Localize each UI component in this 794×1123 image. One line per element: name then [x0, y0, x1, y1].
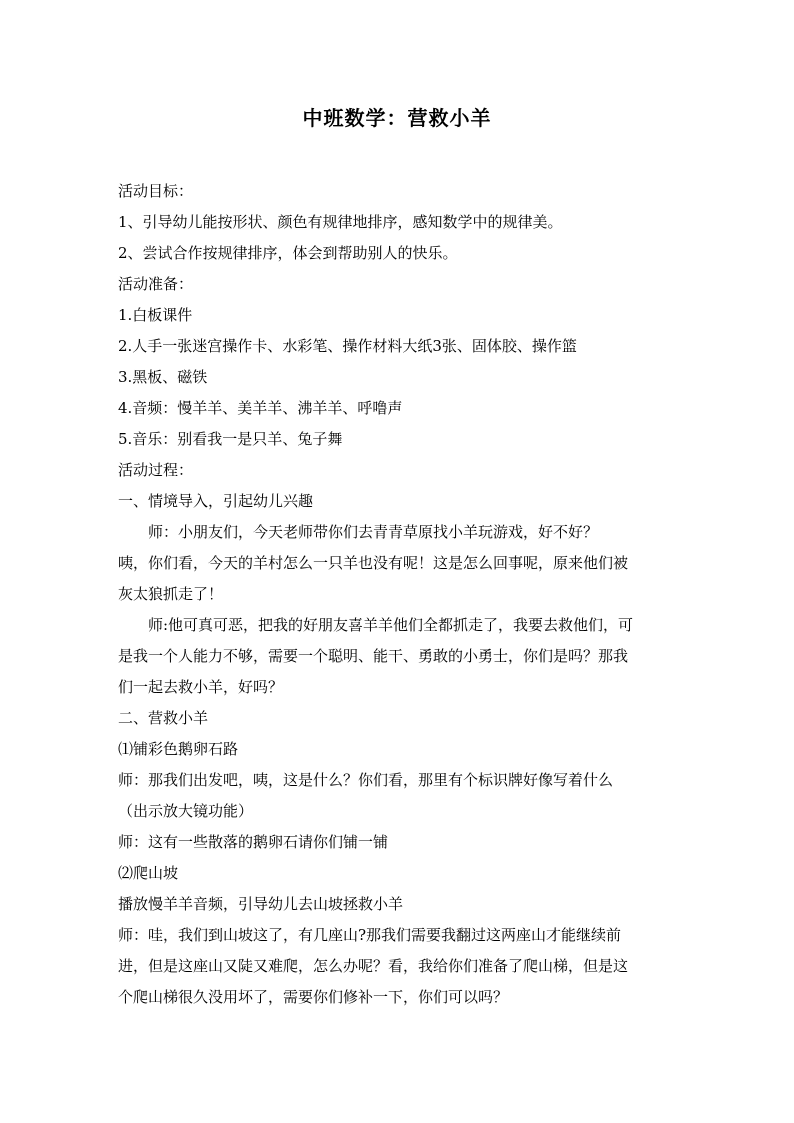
paragraph-line: 播放慢羊羊音频，引导幼儿去山坡拯救小羊: [118, 895, 404, 913]
document-title: 中班数学：营救小羊: [302, 106, 492, 130]
preparation-item: 4.音频：慢羊羊、美羊羊、沸羊羊、呼噜声: [118, 399, 403, 417]
process-step-heading: 二、营救小羊: [118, 709, 209, 727]
paragraph-line: 灰太狼抓走了！: [118, 585, 224, 603]
paragraph-line: 个爬山梯很久没用坏了，需要你们修补一下，你们可以吗？: [118, 988, 509, 1006]
paragraph-line: 师：小朋友们，今天老师带你们去青青草原找小羊玩游戏，好不好？: [148, 523, 599, 541]
process-step-heading: 一、情境导入，引起幼儿兴趣: [118, 492, 314, 510]
goal-item: 1、引导幼儿能按形状、颜色有规律地排序，感知数学中的规律美。: [118, 213, 563, 231]
paragraph-line: 师：这有一些散落的鹅卵石请你们铺一铺: [118, 833, 389, 851]
sub-step-heading: ⑵爬山坡: [118, 864, 179, 882]
preparation-item: 2.人手一张迷宫操作卡、水彩笔、操作材料大纸3张、固体胶、操作篮: [118, 337, 577, 355]
paragraph-line: 们一起去救小羊，好吗？: [118, 678, 284, 696]
section-heading-process: 活动过程：: [118, 461, 194, 479]
paragraph-line: 师：哇，我们到山坡这了，有几座山?那我们需要我翻过这两座山才能继续前: [118, 926, 622, 944]
preparation-item: 5.音乐：别看我一是只羊、兔子舞: [118, 430, 343, 448]
section-heading-preparation: 活动准备：: [118, 275, 194, 293]
section-heading-goals: 活动目标：: [118, 182, 194, 200]
goal-item: 2、尝试合作按规律排序，体会到帮助别人的快乐。: [118, 244, 458, 262]
paragraph-line: 师：那我们出发吧，咦，这是什么？你们看，那里有个标识牌好像写着什么: [118, 771, 614, 789]
paragraph-line: 咦，你们看，今天的羊村怎么一只羊也没有呢！这是怎么回事呢，原来他们被: [118, 554, 629, 572]
paragraph-line: 进，但是这座山又陡又难爬，怎么办呢？看，我给你们准备了爬山梯，但是这: [118, 957, 629, 975]
paragraph-line: 是我一个人能力不够，需要一个聪明、能干、勇敢的小勇士，你们是吗？那我: [118, 647, 629, 665]
preparation-item: 1.白板课件: [118, 306, 193, 324]
document-body: [118, 176, 678, 1013]
paragraph-line: 师:他可真可恶，把我的好朋友喜羊羊他们全都抓走了，我要去救他们，可: [148, 616, 634, 634]
preparation-item: 3.黑板、磁铁: [118, 368, 208, 386]
sub-step-heading: ⑴铺彩色鹅卵石路: [118, 740, 239, 758]
paragraph-line: （出示放大镜功能）: [118, 802, 254, 820]
